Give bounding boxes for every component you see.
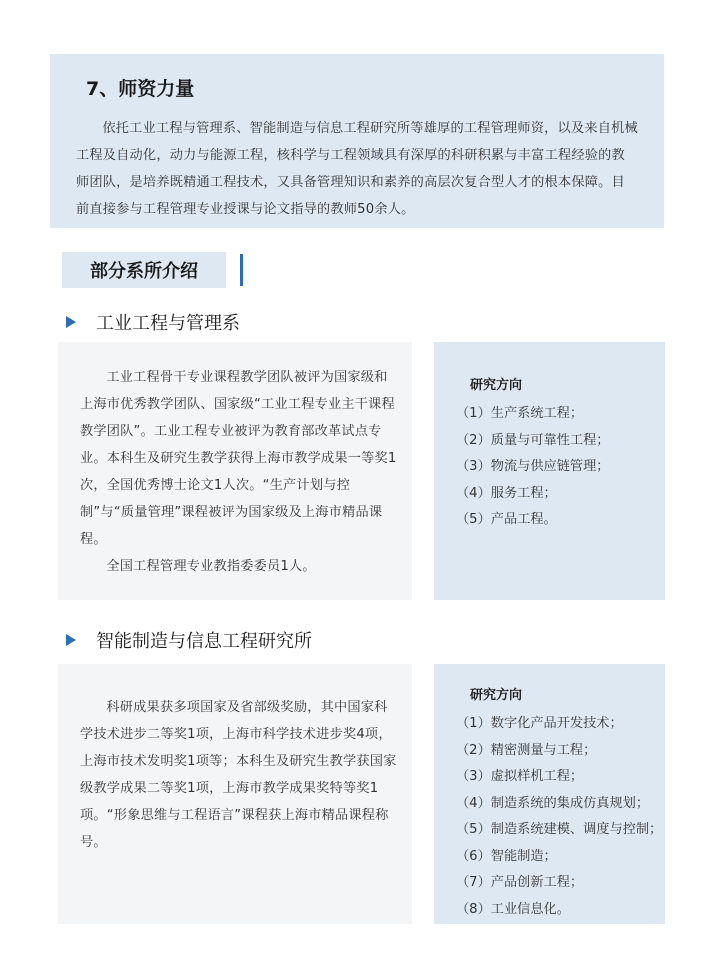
research-direction-item: （5）制造系统建模、调度与控制； xyxy=(456,822,663,837)
dept-title-imie xyxy=(66,627,312,653)
dept-description-imie xyxy=(58,664,412,924)
research-direction-item: （7）产品创新工程； xyxy=(456,875,584,890)
research-directions-ie xyxy=(434,342,665,600)
research-direction-item: （6）智能制造； xyxy=(456,848,557,864)
dept-name: 工业工程与管理系 xyxy=(96,313,240,334)
research-direction-item: （3）物流与供应链管理； xyxy=(456,459,610,474)
section-title-bar xyxy=(240,254,243,286)
research-direction-item: （3）虚拟样机工程； xyxy=(456,769,584,784)
dept-paragraph: 全国工程管理专业教指委委员1人。 xyxy=(106,559,316,574)
dept-name: 智能制造与信息工程研究所 xyxy=(96,631,312,652)
faculty-body: 依托工业工程与管理系、智能制造与信息工程研究所等雄厚的工程管理师资，以及来自机械工程及自动化，动力与能源工程，核科学与工程领域具有深厚的科研积累与丰富工程经验的教师团队，是培养既精通工程技术，又具备管理知识和素养的高层次复合型人才的根本保障。目前直接参与工程管理专业授课与论文指导的教师50余人。 xyxy=(76,121,638,217)
research-directions-heading: 研究方向 xyxy=(470,378,523,393)
section-title: 部分系所介绍 xyxy=(62,252,226,288)
triangle-bullet-icon xyxy=(66,634,76,646)
dept-paragraph: 科研成果获多项国家及省部级奖励，其中国家科学技术进步二等奖1项，上海市科学技术进步奖4项，上海市技术发明奖1项等；本科生及研究生教学获国家级教学成果二等奖1项，上海市教学成果奖特等奖1项。“形象思维与工程语言”课程获上海市精品课程称号。 xyxy=(80,700,397,850)
research-directions-list xyxy=(456,401,665,534)
research-direction-item: （1）数字化产品开发技术； xyxy=(456,716,623,731)
research-direction-item: （4）服务工程； xyxy=(456,485,557,501)
research-direction-item: （2）精密测量与工程； xyxy=(456,742,597,758)
research-directions-imie xyxy=(434,664,665,924)
dept-title-ie xyxy=(66,309,240,335)
faculty-section xyxy=(50,54,664,228)
research-direction-item: （4）制造系统的集成仿真规划； xyxy=(456,795,650,811)
research-direction-item: （2）质量与可靠性工程； xyxy=(456,432,610,448)
research-direction-item: （1）生产系统工程； xyxy=(456,406,584,421)
dept-paragraph: 工业工程骨干专业课程教学团队被评为国家级和上海市优秀教学团队、国家级“工业工程专业主干课程教学团队”。工业工程专业被评为教育部改革试点专业。本科生及研究生教学获得上海市教学成果一等奖1次，全国优秀博士论文1人次。“生产计划与控制”与“质量管理”课程被评为国家级及上海市精品课程。 xyxy=(80,370,397,547)
triangle-bullet-icon xyxy=(66,316,76,328)
research-direction-item: （5）产品工程。 xyxy=(456,512,557,527)
research-directions-list xyxy=(456,711,665,923)
dept-description-ie xyxy=(58,342,412,600)
research-direction-item: （8）工业信息化。 xyxy=(456,901,570,917)
research-directions-heading: 研究方向 xyxy=(470,688,523,703)
faculty-title: 7、师资力量 xyxy=(86,78,195,100)
